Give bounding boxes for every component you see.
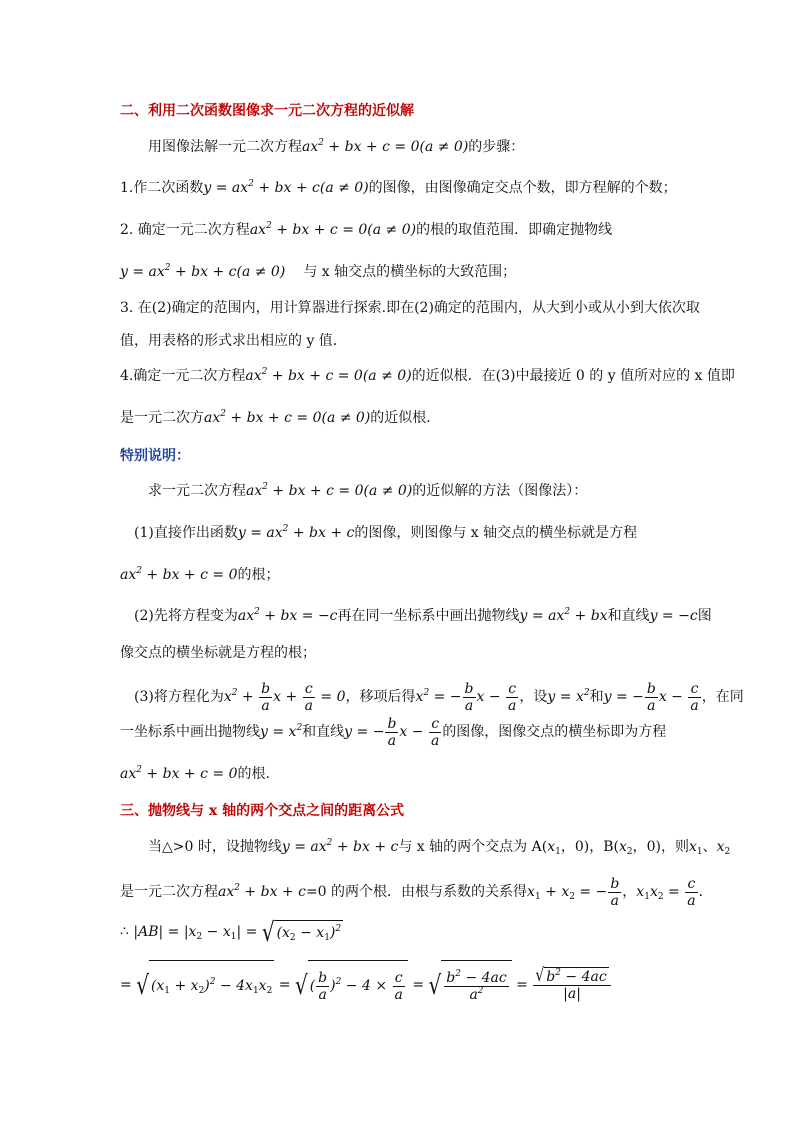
equation: $x^2$ + $\frac{b}{a}$ x + $\frac{c}{a}$ = 0 bbox=[223, 680, 346, 714]
section-heading-2: 二、利用二次函数图像求一元二次方程的近似解 bbox=[120, 103, 414, 119]
m3-text-c: ，设 bbox=[519, 689, 548, 705]
section-heading-3: 三、抛物线与 x 轴的两个交点之间的距离公式 bbox=[120, 803, 405, 819]
m2-text-c: 和直线 bbox=[607, 608, 650, 624]
m3-text-b: ，移项后得 bbox=[345, 689, 416, 705]
m3-text-g: 和直线 bbox=[302, 724, 345, 740]
m3-text-f: 一坐标系中画出抛物线 bbox=[120, 724, 260, 740]
equation: $ax^2$ + bx = −c bbox=[237, 607, 338, 624]
m3-text-d: 和 bbox=[589, 689, 604, 705]
dist-text-h: ， bbox=[622, 884, 637, 900]
dist-text-d: ，0)，则 bbox=[632, 839, 689, 855]
method-3-cont bbox=[120, 712, 666, 752]
step1-text-a: 1.作二次函数 bbox=[120, 180, 204, 196]
m1-text-c: 的根； bbox=[237, 567, 280, 583]
dist-text-i: ． bbox=[698, 884, 713, 900]
equation: $ax^2$ + bx + c = 0 bbox=[120, 566, 238, 583]
step2-text-b: 的根的取值范围．即确定抛物线 bbox=[416, 222, 613, 238]
distance-formula-2 bbox=[120, 960, 612, 1009]
dist-text-f: 是一元二次方程 bbox=[120, 884, 218, 900]
m3-text-a: (3)将方程化为 bbox=[134, 689, 224, 705]
equation: $ax^2$ + bx + c = 0(a ≠ 0) bbox=[249, 221, 417, 238]
vieta-product: $x_1x_2$ = $\frac{c}{a}$ bbox=[636, 875, 696, 909]
method-3 bbox=[134, 677, 744, 717]
m2-text-a: (2)先将方程变为 bbox=[134, 608, 238, 624]
step-2 bbox=[120, 220, 612, 240]
dist-text-c: ，0)，B( bbox=[560, 839, 619, 855]
formula: $|AB| = |x_2 - x_1|$ = √ $(x_2 - x_1)^2$ bbox=[133, 915, 342, 948]
special-text-b: 的近似解的方法（图像法）： bbox=[412, 483, 588, 499]
step-2-cont bbox=[120, 262, 516, 282]
function-expr: $y = ax^2$ + bx + c(a ≠ 0) bbox=[120, 263, 286, 280]
distance-intro bbox=[148, 837, 730, 857]
function-expr: $y = ax^2$ + bx + c bbox=[237, 524, 355, 541]
m2-text-b: 再在同一坐标系中画出抛物线 bbox=[337, 608, 520, 624]
step4-text-a: 4.确定一元二次方程 bbox=[120, 368, 246, 384]
line-expr: y = −c bbox=[649, 608, 698, 624]
line-expr: y = − $\frac{b}{a}$ x − $\frac{c}{a}$ bbox=[603, 680, 699, 714]
distance-formula-1 bbox=[120, 915, 343, 948]
parabola-expr: $y = x^2$ bbox=[260, 723, 303, 740]
intro-line bbox=[148, 137, 524, 157]
m2-text-d: 图 bbox=[697, 608, 712, 624]
intro-text-b: 的步骤： bbox=[468, 139, 525, 155]
step-3-line-2: 值，用表格的形式求出相应的 y 值． bbox=[120, 333, 347, 349]
step-1 bbox=[120, 178, 677, 198]
function-expr: $y = ax^2$ + bx + c bbox=[281, 838, 399, 855]
therefore-symbol: ∴ bbox=[120, 923, 129, 940]
method-2-cont: 像交点的横坐标就是方程的根； bbox=[120, 645, 316, 661]
step-4-cont bbox=[120, 408, 440, 428]
distance-roots bbox=[120, 872, 713, 912]
x2: $x_2$ bbox=[618, 839, 633, 857]
x2: $x_2$ bbox=[716, 839, 731, 857]
equation: $ax^2$ + bx + c bbox=[218, 883, 306, 900]
m1-text-a: (1)直接作出函数 bbox=[134, 525, 238, 541]
method-3-end bbox=[120, 764, 270, 784]
equation: $ax^2$ + bx + c = 0(a ≠ 0) bbox=[204, 409, 371, 426]
special-text-a: 求一元二次方程 bbox=[148, 483, 246, 499]
m3-text-i: 的根. bbox=[237, 766, 270, 782]
m3-text-e: ，在同 bbox=[701, 689, 744, 705]
method-2 bbox=[134, 606, 712, 626]
dist-text-g: =0 的两个根．由根与系数的关系得 bbox=[305, 884, 528, 900]
x1: $x_1$ bbox=[547, 839, 561, 857]
dist-text-a: 当△>0 时，设抛物线 bbox=[148, 839, 282, 855]
step4-text-b: 的近似根．在(3)中最接近 0 的 y 值所对应的 x 值即 bbox=[411, 368, 735, 384]
x1: $x_1$ bbox=[688, 839, 703, 857]
parabola-expr: $y = ax^2$ + bx bbox=[519, 607, 608, 624]
equation: $ax^2$ + bx + c = 0(a ≠ 0) bbox=[246, 482, 413, 499]
step4-text-d: 的近似根． bbox=[370, 410, 441, 426]
function-expr: $y = ax^2$ + bx + c(a ≠ 0) bbox=[203, 179, 369, 196]
step1-text-b: 的图像，由图像确定交点个数，即方程解的个数； bbox=[368, 180, 677, 196]
step4-text-c: 是一元二次方 bbox=[120, 410, 204, 426]
step-3-line-1: 3. 在(2)确定的范围内，用计算器进行探索.即在(2)确定的范围内，从大到小或从小到大依次取 bbox=[120, 300, 700, 316]
step-4 bbox=[120, 366, 735, 386]
formula: = √ $(x_1 + x_2)^2 - 4x_1x_2$ = √ ( $\frac{b}{a}$ )$^2$ − 4 × $\frac{c}{a}$ = √ $\frac{b^2 - 4ac}{a^2}$ = $\frac{√ b^2 - 4ac}{|a|}$ bbox=[120, 977, 612, 993]
special-note-title: 特别说明： bbox=[120, 448, 190, 464]
equation: $ax^2$ + bx + c = 0 bbox=[120, 765, 238, 782]
special-intro bbox=[148, 481, 587, 501]
equation: $ax^2$ + bx + c = 0(a ≠ 0) bbox=[245, 367, 412, 384]
vieta-sum: $x_1 + x_2$ = − $\frac{b}{a}$ bbox=[527, 875, 620, 909]
equation: $x^2$ = − $\frac{b}{a}$ x − $\frac{c}{a}$ bbox=[415, 680, 517, 714]
dist-text-e: 、 bbox=[702, 839, 717, 855]
line-expr: y = − $\frac{b}{a}$ x − $\frac{c}{a}$ bbox=[344, 715, 440, 749]
m1-text-b: 的图像，则图像与 x 轴交点的横坐标就是方程 bbox=[354, 525, 638, 541]
method-1 bbox=[134, 523, 637, 543]
equation: $ax^2$ + bx + c = 0(a ≠ 0) bbox=[302, 138, 469, 155]
step2-text-c: 与 x 轴交点的横坐标的大致范围； bbox=[303, 264, 517, 280]
intro-text-a: 用图像法解一元二次方程 bbox=[148, 139, 302, 155]
step2-text-a: 2. 确定一元二次方程 bbox=[120, 222, 250, 238]
m3-text-h: 的图像，图像交点的横坐标即为方程 bbox=[442, 724, 667, 740]
dist-text-b: 与 x 轴的两个交点为 A( bbox=[398, 839, 548, 855]
method-1-cont bbox=[120, 565, 279, 585]
parabola-expr: $y = x^2$ bbox=[547, 688, 590, 705]
